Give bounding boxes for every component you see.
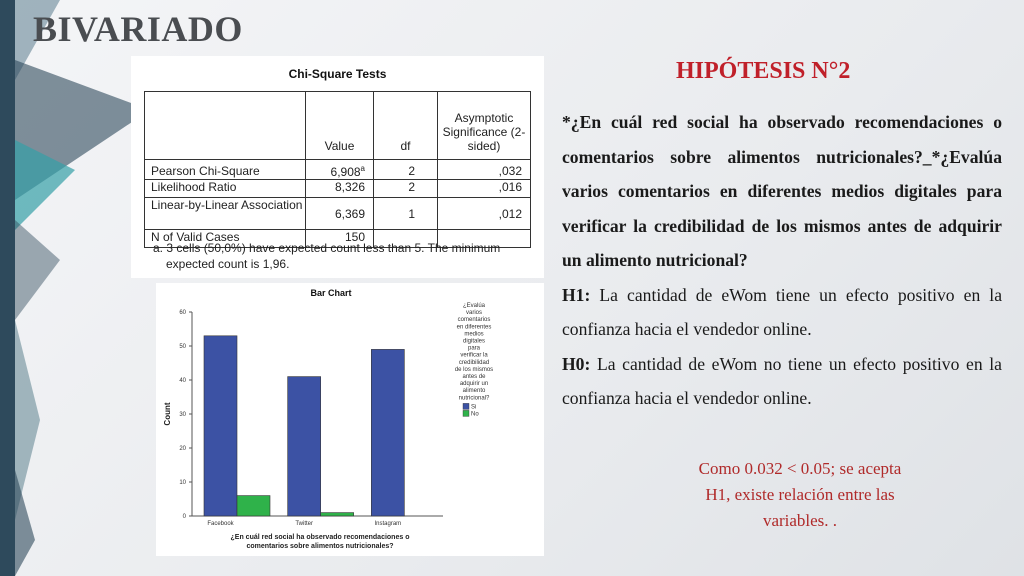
bar-si-facebook <box>204 336 237 516</box>
table-cell: Likelihood Ratio <box>145 180 306 198</box>
y-tick-label: 60 <box>179 310 186 316</box>
table-cell: Pearson Chi-Square <box>145 160 306 180</box>
x-axis-label-line1: ¿En cuál red social ha observado recomendaciones o <box>230 534 410 541</box>
footnote-line: a. 3 cells (50,0%) have expected count less than 5. The minimum <box>153 241 501 255</box>
legend-title-line: alimento <box>462 388 486 395</box>
h0-label: H0: <box>562 353 591 374</box>
table-header-cell <box>438 92 531 160</box>
legend-title-line: varios <box>465 310 483 317</box>
bar-no-facebook <box>237 496 270 516</box>
bar-chart <box>156 283 544 556</box>
chi-square-title: Chi-Square Tests <box>288 67 387 81</box>
y-axis-label: Count <box>163 402 172 426</box>
slide-title: BIVARIADO <box>33 9 243 49</box>
chi-square-table <box>144 91 531 248</box>
legend-title-line: digitales <box>462 338 486 345</box>
hypothesis-title: HIPÓTESIS N°2 <box>676 58 851 84</box>
bar-no-twitter <box>321 513 354 516</box>
chi-square-table-panel <box>131 56 544 278</box>
table-cell: ,012 <box>438 198 531 230</box>
chi-square-footnote <box>153 240 500 272</box>
table-header-cell <box>145 92 306 160</box>
table-cell: Linear-by-Linear Association <box>145 198 306 230</box>
x-tick-label: Instagram <box>374 521 402 527</box>
y-tick-label: 10 <box>179 480 186 486</box>
legend-title-line: medios <box>464 331 484 338</box>
legend-label-no: No <box>471 411 479 418</box>
h1-statement <box>562 278 1002 347</box>
table-cell: 1 <box>374 198 438 230</box>
table-cell: 150 <box>306 230 374 248</box>
table-cell: 2 <box>374 160 438 180</box>
hypothesis-body <box>562 105 1002 416</box>
legend-title-line: ¿Evalúa <box>462 303 486 309</box>
legend-swatch-no <box>463 410 469 416</box>
legend-title-line: comentarios <box>457 317 491 324</box>
table-cell: 6,369 <box>306 198 374 230</box>
x-axis-label-line2: comentarios sobre alimentos nutricionales? <box>246 543 394 550</box>
y-tick-label: 0 <box>182 514 186 520</box>
table-cell: 2 <box>374 180 438 198</box>
h1-text: La cantidad de eWom tiene un efecto positivo en la confianza hacia el vendedor online. <box>562 284 1002 339</box>
table-header-cell: Value <box>306 92 374 160</box>
bar-si-twitter <box>288 377 321 516</box>
legend-title-line: de los mismos <box>454 366 494 373</box>
x-tick-label: Twitter <box>295 521 314 527</box>
legend-title-line: credibilidad <box>458 359 490 366</box>
significance-header: Asymptotic Significance (2-sided) <box>442 111 526 153</box>
value-with-superscript: 6,908$^a$ <box>330 164 365 179</box>
y-tick-label: 20 <box>179 446 186 452</box>
h0-statement <box>562 347 1002 416</box>
legend-title-line: antes de <box>462 374 486 380</box>
y-tick-label: 40 <box>179 378 186 384</box>
x-tick-label: Facebook <box>207 521 234 527</box>
table-cell: ,016 <box>438 180 531 198</box>
table-cell <box>306 160 374 180</box>
chart-title: Bar Chart <box>310 288 352 298</box>
legend-label-si: Si <box>471 404 477 411</box>
table-cell: 8,326 <box>306 180 374 198</box>
h0-text: La cantidad de eWom no tiene un efecto positivo en la confianza hacia el vendedor online. <box>562 353 1002 408</box>
legend-title-line: para <box>467 345 481 352</box>
table-cell: ,032 <box>438 160 531 180</box>
legend-swatch-si <box>463 403 469 409</box>
footnote-line: expected count is 1,96. <box>166 257 290 271</box>
bar-si-instagram <box>371 349 404 516</box>
conclusion-text: Como 0.032 < 0.05; se acepta H1, existe relación entre las variables. . <box>698 459 902 530</box>
table-header-cell: df <box>374 92 438 160</box>
y-tick-label: 50 <box>179 344 186 350</box>
footnote-marker: a <box>360 164 365 173</box>
legend-title-line: verificar la <box>460 352 488 359</box>
legend-title-line: adquirir un <box>459 381 489 388</box>
research-question: *¿En cuál red social ha observado recomendaciones o comentarios sobre alimentos nutricionales?_*¿Evalúa varios comentarios en diferentes medios digitales para verificar la credibilidad de los mismos antes de adquirir un alimento nutricional? <box>562 112 1002 270</box>
legend-title-line: nutricional? <box>458 395 490 402</box>
table-cell: N of Valid Cases <box>145 230 306 248</box>
bar-chart-panel <box>156 283 544 556</box>
legend-title-line: en diferentes <box>456 324 492 331</box>
h1-label: H1: <box>562 284 591 305</box>
y-tick-label: 30 <box>179 412 186 418</box>
